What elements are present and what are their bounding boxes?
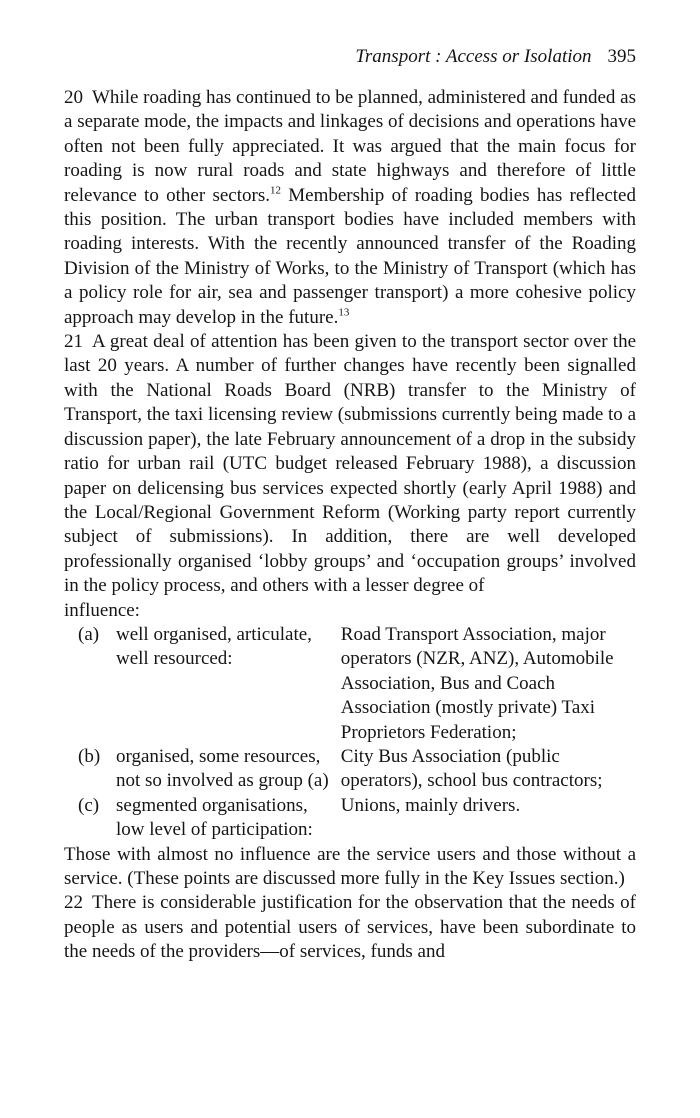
page <box>64 44 636 965</box>
paragraph-text: A great deal of attention has been given to the transport sector over the last 20 years. A number of further changes have recently been signalled with the National Roads Board (NRB) transfer to the Ministry of Transport, the taxi licensing review (submissions currently being made to a discussion paper), the late February announcement of a drop in the subsidy ratio for urban rail (UTC budget released February 1988), a discussion paper on delicensing bus services expected shortly (early April 1988) and the Local/Regional Government Reform (Working party report currently subject of submissions). In addition, there are well developed professionally organised ‘lobby groups’ and ‘occupation groups’ involved in the policy process, and others with a lesser degree of <box>64 331 636 597</box>
list-marker: (a) <box>78 623 100 645</box>
list-marker: (b) <box>78 745 101 767</box>
list-item <box>64 794 636 843</box>
paragraph-21 <box>64 330 636 598</box>
list-item-value: City Bus Association (public operators), school bus contractors; <box>340 745 603 792</box>
paragraph-22 <box>64 891 636 964</box>
list-item <box>64 623 636 745</box>
page-number: 395 <box>607 46 636 67</box>
running-head <box>64 44 636 72</box>
footnote-ref-12: 12 <box>269 184 281 197</box>
influence-list <box>64 623 636 843</box>
footnote-ref-13: 13 <box>338 306 350 319</box>
paragraph-text: There is considerable justification for the observation that the needs of people as users and potential users of services, have been subordinate to the needs of the providers—of services, funds and <box>64 892 636 963</box>
list-item-value: Unions, mainly drivers. <box>340 794 521 816</box>
paragraph-number: 20 <box>64 87 83 108</box>
list-item <box>64 745 636 794</box>
body-text <box>64 86 636 965</box>
list-item-value: Road Transport Association, major operators (NZR, ANZ), Automobile Association, Bus and Coach Association (mostly private) Taxi Proprietors Federation; <box>340 623 614 743</box>
paragraph-number: 22 <box>64 892 83 914</box>
list-item-label: segmented organisations, low level of participation: <box>116 794 313 841</box>
paragraph-text: While roading has continued to be planned, administered and funded as a separate mode, the impacts and linkages of decisions and operations have often not been fully appreciated. It was argued that the main focus for roading is now rural roads and state highways and therefore of little relevance to other sectors. <box>64 87 636 206</box>
list-item-label: organised, some resources, not so involved as group (a) <box>116 745 329 792</box>
list-marker: (c) <box>78 794 100 816</box>
list-item-label: well organised, articulate, well resourced: <box>116 623 312 670</box>
list-intro: influence: <box>64 599 140 621</box>
paragraph-number: 21 <box>64 331 83 353</box>
paragraph-text: Membership of roading bodies has reflected this position. The urban transport bodies have included members with roading interests. With the recently announced transfer of the Roading Division of the Ministry of Works, to the Ministry of Transport (which has a policy role for air, sea and passenger transport) a more cohesive policy approach may develop in the future. <box>64 184 636 328</box>
paragraph-20 <box>64 86 636 330</box>
paragraph-after-list: Those with almost no influence are the service users and those without a service. (These points are discussed more fully in the Key Issues section.) <box>64 843 636 889</box>
running-head-title: Transport : Access or Isolation <box>355 46 592 67</box>
